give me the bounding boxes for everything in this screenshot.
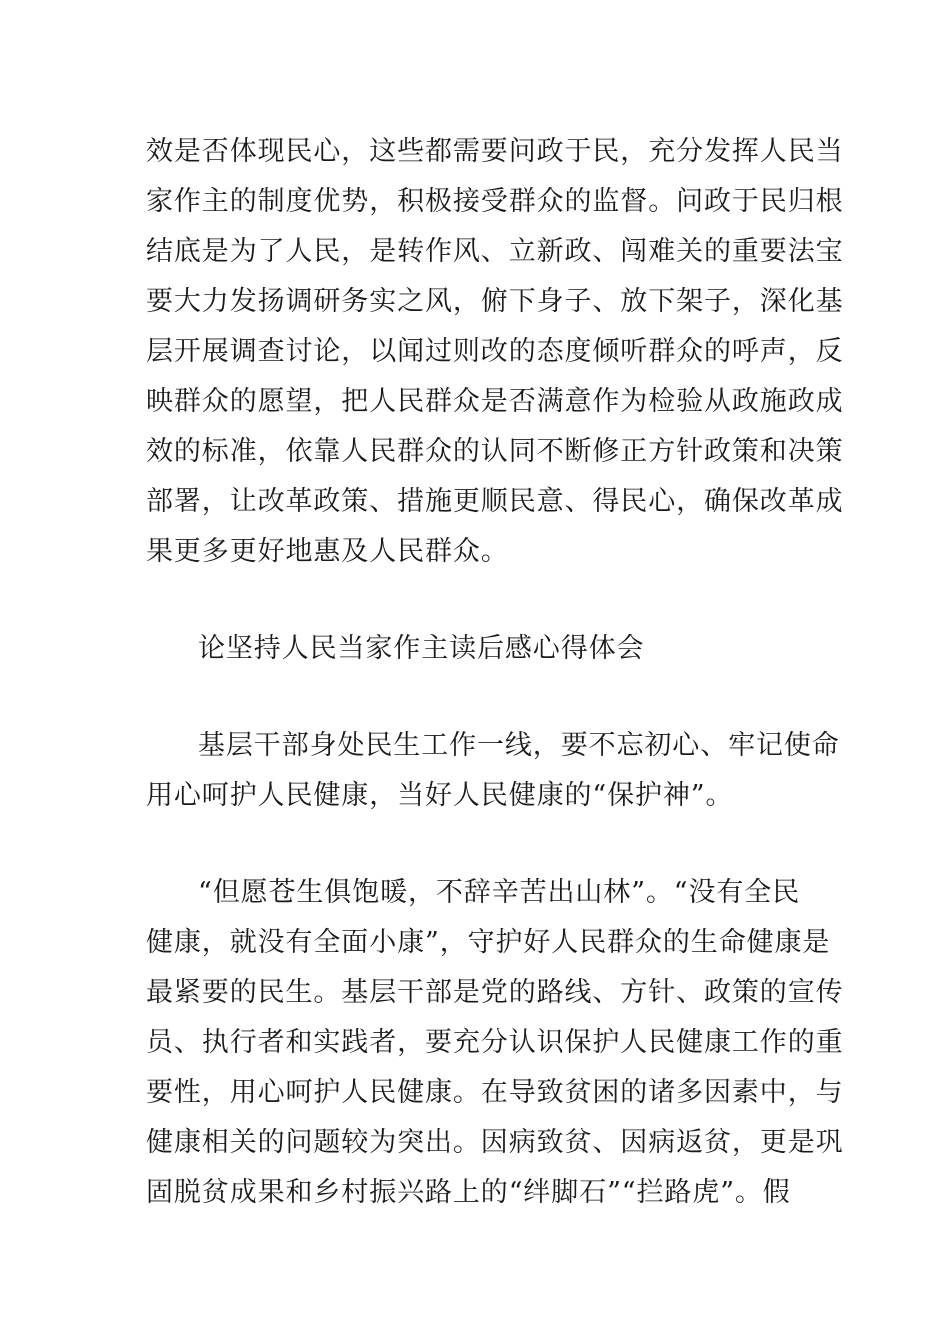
section-heading: 论坚持人民当家作主读后感心得体会 <box>198 633 645 664</box>
paragraph-line: 健康，就没有全面小康”，守护好人民群众的生命健康是 <box>146 927 831 958</box>
paragraph-line: 最紧要的民生。基层干部是党的路线、方针、政策的宣传 <box>146 977 844 1008</box>
paragraph-line: 用心呵护人民健康，当好人民健康的“保护神”。 <box>146 780 734 811</box>
paragraph-line: 部署，让改革政策、措施更顺民意、得民心，确保改革成 <box>146 486 844 517</box>
paragraph-line: 健康相关的问题较为突出。因病致贫、因病返贫，更是巩 <box>146 1127 844 1158</box>
paragraph-line: 基层干部身处民生工作一线，要不忘初心、牢记使命 <box>198 730 840 761</box>
paragraph-line: 员、执行者和实践者，要充分认识保护人民健康工作的重 <box>146 1027 844 1058</box>
paragraph-line: 要大力发扬调研务实之风，俯下身子、放下架子，深化基 <box>146 286 844 317</box>
paragraph-line: 果更多更好地惠及人民群众。 <box>146 536 509 567</box>
paragraph-line: 映群众的愿望，把人民群众是否满意作为检验从政施政成 <box>146 386 844 417</box>
paragraph-line: 固脱贫成果和乡村振兴路上的“绊脚石”“拦路虎”。假 <box>146 1177 791 1208</box>
paragraph-line: 层开展调查讨论，以闻过则改的态度倾听群众的呼声，反 <box>146 336 844 367</box>
paragraph-line: 结底是为了人民，是转作风、立新政、闯难关的重要法宝 <box>146 236 844 267</box>
paragraph-line: “但愿苍生俱饱暖，不辞辛苦出山林”。“没有全民 <box>198 877 801 908</box>
paragraph-line: 要性，用心呵护人民健康。在导致贫困的诸多因素中，与 <box>146 1077 844 1108</box>
paragraph-line: 家作主的制度优势，积极接受群众的监督。问政于民归根 <box>146 186 844 217</box>
paragraph-line: 效的标准，依靠人民群众的认同不断修正方针政策和决策 <box>146 436 844 467</box>
paragraph-line: 效是否体现民心，这些都需要问政于民，充分发挥人民当 <box>146 136 844 167</box>
